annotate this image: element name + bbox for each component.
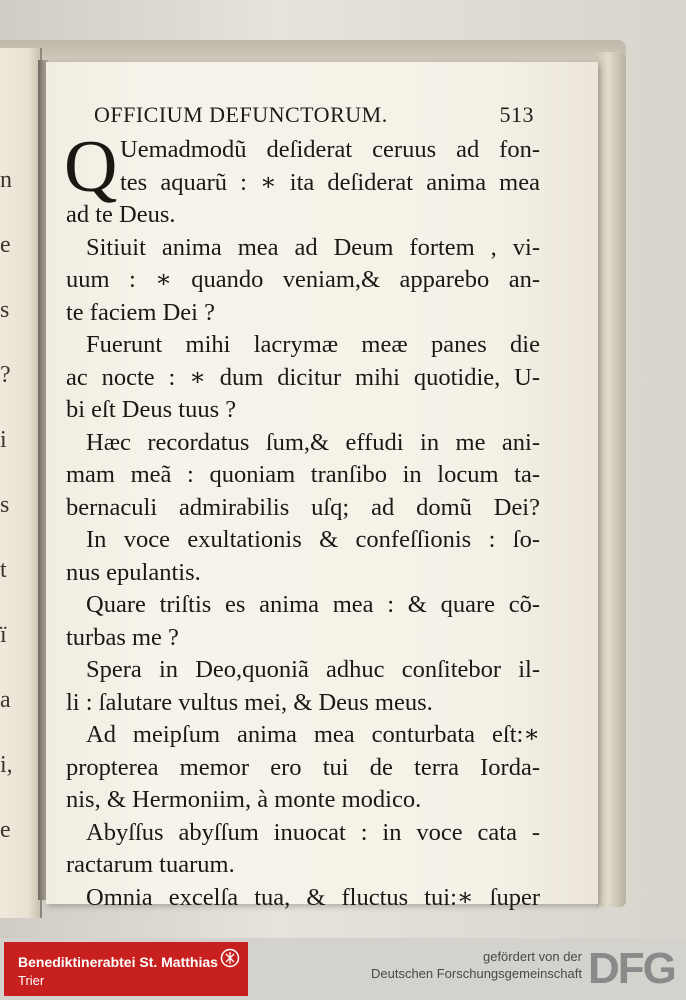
footer-banner <box>0 938 686 1000</box>
previous-page-text-fragment: e <box>0 232 11 258</box>
text-line: turbas me ? <box>66 623 179 651</box>
previous-page-text-fragment: ? <box>0 362 11 388</box>
funding-line-1: gefördert von der <box>482 949 582 964</box>
previous-page-text-fragment: s <box>0 492 10 518</box>
previous-page-text-fragment: s <box>0 297 10 323</box>
text-line: mam meã : quoniam tranſibo in locum ta- <box>66 461 540 488</box>
text-line: bi eſt Deus tuus ? <box>66 396 237 423</box>
running-head-title: OFFICIUM DEFUNCTORUM. <box>94 102 388 127</box>
drop-cap: Q <box>64 126 118 208</box>
text-line: ac nocte : ∗ dum dicitur mihi quotidie, U- <box>66 363 540 391</box>
running-head <box>94 100 534 130</box>
text-line: Abyſſus abyſſum inuocat : in voce cata - <box>86 818 540 846</box>
previous-page-text-fragment: a <box>0 687 11 713</box>
text-line: bernaculi admirabilis uſq; ad domũ Dei? <box>66 493 540 521</box>
previous-page-text-fragment: e <box>0 817 11 843</box>
previous-page-text-fragment: i, <box>0 752 13 778</box>
text-line: tes aquarũ : ∗ ita deſiderat anima mea <box>120 168 540 196</box>
text-line: In voce exultationis & confeſſionis : ſo- <box>86 526 540 553</box>
abbey-city: Trier <box>18 973 45 988</box>
previous-page-text-fragment: n <box>0 167 12 193</box>
text-line: Ad meipſum anima mea conturbata eſt:∗ <box>86 721 540 748</box>
text-line: Hæc recordatus ſum,& effudi in me ani- <box>86 428 540 456</box>
abbey-box[interactable] <box>4 942 248 996</box>
previous-page-text-fragment: ï <box>0 622 7 648</box>
text-line: propterea memor ero tui de terra Iorda- <box>66 753 540 781</box>
previous-page-text-fragment: i <box>0 427 7 453</box>
text-line: nus epulantis. <box>66 558 201 586</box>
text-line: li : ſalutare vultus mei, & Deus meus. <box>66 688 433 716</box>
text-block <box>64 126 540 914</box>
text-line: te faciem Dei ? <box>66 298 215 326</box>
text-line: Spera in Deo,quoniã adhuc conſitebor il- <box>86 656 540 683</box>
text-line: nis, & Hermoniim, à monte modico. <box>66 786 422 813</box>
funding-line-2: Deutschen Forschungsgemeinschaft <box>370 966 582 981</box>
book-cover-right-edge <box>596 52 626 907</box>
dfg-logo[interactable]: DFG <box>588 944 675 993</box>
text-line: uum : ∗ quando veniam,& apparebo an- <box>66 266 540 293</box>
abbey-emblem-icon <box>220 948 240 968</box>
text-line: Sitiuit anima mea ad Deum fortem , vi- <box>86 233 540 261</box>
text-line: Quare triſtis es anima mea : & quare cõ- <box>86 591 540 618</box>
text-line: Uemadmodũ deſiderat ceruus ad fon- <box>120 136 540 163</box>
text-line: Fuerunt mihi lacrymæ meæ panes die <box>86 331 540 358</box>
previous-page-text-fragment: t <box>0 557 7 583</box>
page-number: 513 <box>499 102 534 127</box>
text-line: ad te Deus. <box>66 201 176 228</box>
abbey-name: Benediktinerabtei St. Matthias <box>18 954 218 970</box>
text-line: ractarum tuarum. <box>66 851 235 878</box>
previous-page-strip <box>0 48 42 918</box>
funding-credit <box>300 948 582 982</box>
text-line: Omnia excelſa tua, & fluctus tui:∗ ſuper <box>86 883 540 911</box>
verse-lines <box>66 199 540 914</box>
